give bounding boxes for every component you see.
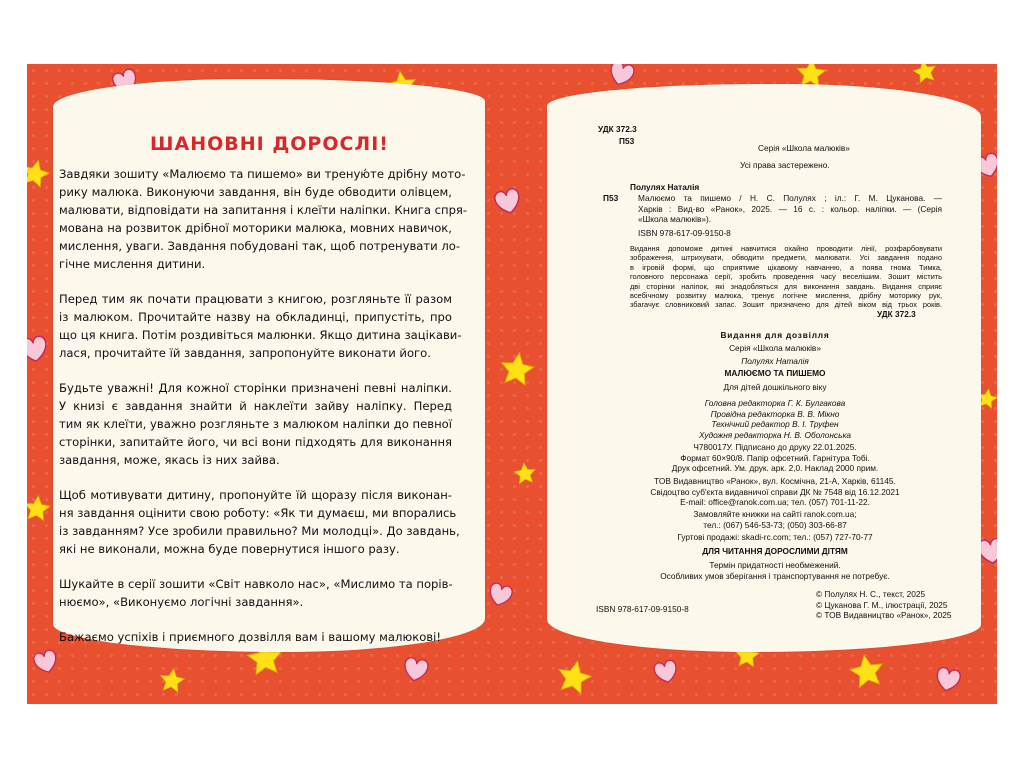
credit-line: Художня редакторка Н. В. Оболонська — [699, 429, 851, 440]
heart-icon — [487, 582, 514, 608]
star-icon — [848, 652, 886, 688]
text-line: із малюком. Прочитайте назву на обкладинці, припустіть, про — [59, 310, 452, 324]
reading-heading: ДЛЯ ЧИТАННЯ ДОРОСЛИМИ ДІТЯМ — [702, 546, 848, 556]
text-line: які не виконали, можна буде повернутися іншого разу. — [59, 542, 400, 556]
storage-info — [600, 560, 950, 581]
intro-text — [59, 165, 468, 663]
text-line: головного персонажа серії, зробить проведення часу веселішим. Зошит містить — [630, 272, 942, 282]
paragraph-4 — [59, 486, 460, 558]
order-line: Замовляйте книжки на сайті ranok.com.ua; — [693, 509, 857, 519]
p53-side: П53 — [603, 193, 619, 203]
print-info — [600, 442, 950, 474]
text-line: в ігровій формі, що сприятиме цікавому навчанню, а поява гнома Тимка, — [630, 262, 942, 272]
credit-line: Провідна редакторка В. В. Мікно — [710, 408, 840, 419]
text-line: ня завдання оцінити свою роботу: «Як ти думаєш, ми впорались — [59, 506, 457, 520]
book-title: МАЛЮЄМО ТА ПИШЕМО — [724, 368, 826, 378]
copyright-line: © Полулях Н. С., текст, 2025 — [816, 589, 926, 599]
author-italic: Полулях Наталія — [741, 356, 809, 366]
text-line: рику малюка. Виконуючи завдання, він буде обводити олівцем, — [59, 185, 452, 199]
publisher-line: E-mail: office@ranok.com.ua; тел. (057) 701-11-22. — [680, 497, 870, 508]
text-line: всебічному розвитку малюка, тренує логічне мислення, дрібну моторику рук, — [630, 291, 942, 301]
page-title: ШАНОВНІ ДОРОСЛІ! — [150, 133, 389, 155]
text-line: із завданням? Усе зробили правильно? Ми молодці». До завдань, — [59, 524, 460, 538]
isbn-bottom: ISBN 978-617-09-9150-8 — [596, 604, 689, 614]
heart-icon — [607, 64, 636, 88]
p53-code: П53 — [619, 136, 635, 146]
text-line: Бажаємо успіхів і приємного дозвілля вам і вашому малюкові! — [59, 630, 441, 644]
heart-icon — [934, 667, 961, 693]
text-line: Завдяки зошиту «Малюємо та пишемо» ви треную́те дрібну мото- — [59, 167, 466, 181]
credit-line: Технічний редактор В. І. Труфен — [711, 419, 839, 430]
edition-heading: Видання для дозвілля — [720, 330, 830, 340]
storage-line: Особливих умов зберігання і транспортування не потребує. — [660, 570, 890, 581]
paragraph-6 — [59, 628, 452, 646]
series-mid: Серія «Школа малюків» — [729, 343, 821, 353]
order-line: тел.: (067) 546-53-73; (050) 303-66-87 — [703, 519, 847, 530]
copyright-line: © ТОВ Видавництво «Ранок», 2025 — [816, 610, 952, 621]
heart-icon — [493, 187, 522, 215]
text-line: малювати, відповідати на запитання і клеїти наліпки. Книга спря- — [59, 203, 468, 217]
print-line: Друк офсетний. Ум. друк. арк. 2,0. Наклад 2000 прим. — [671, 463, 879, 474]
age-group: Для дітей дошкільного віку — [723, 382, 827, 392]
print-line: Формат 60×90/8. Папір офсетний. Гарнітура Toбі. — [680, 452, 870, 463]
text-line: Перед тим як почати працювати з книгою, розгляньте її разом — [59, 292, 452, 306]
paragraph-5 — [59, 575, 452, 611]
paragraph-2 — [59, 290, 462, 362]
text-line: тим як клеїти, уважно розгляньте з малюком наліпки до певної — [59, 417, 452, 431]
text-line: збагачує словниковий запас. Зошит призначено для дітей віком від трьох років. — [630, 300, 942, 310]
text-line: дві сторінки наліпок, які знадобляться для виконання завдань. Видання сприяє — [630, 281, 942, 291]
star-icon — [27, 157, 52, 189]
publisher-info — [600, 476, 950, 508]
isbn-top: ISBN 978-617-09-9150-8 — [638, 228, 731, 238]
text-line: У книзі є завдання знайти й наклеїти зайву наліпку. Перед — [59, 399, 452, 413]
text-line: що ця книга. Потім роздивіться малюнки. Якщо дитина зацікави- — [59, 328, 462, 342]
credit-line: Головна редакторка Г. К. Булгакова — [704, 398, 846, 408]
heart-icon — [27, 335, 49, 363]
text-line: гічне мислення дитини. — [59, 257, 206, 271]
text-line: Шукайте в серії зошити «Світ навколо нас», «Мислимо та порів- — [59, 577, 453, 591]
bibliographic-record — [638, 193, 942, 225]
order-info — [600, 509, 950, 530]
text-line: лася, прочитайте їй завдання, запропонуйте виконати його. — [59, 346, 431, 360]
rights-reserved: Усі права застережено. — [740, 160, 830, 170]
text-line: мована на розвиток дрібної моторики малюка, мовних навичок, — [59, 221, 452, 235]
text-line: Видання допоможе дитині навчитися охайно проводити лінії, розфарбовувати — [630, 244, 942, 253]
text-line: Щоб мотивувати дитину, пропонуйте їй щоразу після виконан- — [59, 488, 452, 502]
print-line: Ч780017У. Підписано до друку 22.01.2025. — [693, 442, 857, 452]
star-icon — [27, 494, 51, 521]
text-line: зображення, штрихувати, обводити предмети, малювати. Усі завдання подано — [630, 253, 942, 263]
text-line: «Школа малюків»). — [638, 214, 712, 225]
text-line: нюємо», «Виконуємо логічні завдання». — [59, 595, 304, 609]
star-icon — [555, 658, 594, 695]
star-icon — [499, 351, 536, 386]
text-line: сторінки, запитайте його, чи всі вони підходять для виконання — [59, 435, 452, 449]
storage-line: Термін придатності необмежений. — [709, 560, 841, 570]
udk-code: УДК 372.3 — [598, 124, 637, 134]
author-name: Полулях Наталія — [630, 182, 700, 192]
wholesale-info: Гуртові продажі: skadi-rc.com; тел.: (057) 727-70-77 — [677, 532, 873, 542]
heart-icon — [653, 659, 679, 685]
paragraph-3 — [59, 379, 452, 469]
copyright-block — [816, 589, 951, 621]
annotation — [630, 244, 942, 310]
text-line: завдання, може, якась із них зайва. — [59, 453, 280, 467]
text-line: Харків : Вид-во «Ранок», 2025. — 16 с. : кольор. наліпки. — (Серія — [638, 203, 942, 214]
publisher-line: Свідоцтво суб'єкта видавничої справи ДК № 7548 від 16.12.2021 — [650, 486, 900, 497]
star-icon — [159, 667, 186, 693]
text-line: Будьте уважні! Для кожної сторінки призначені певні наліпки. — [59, 381, 452, 395]
star-icon — [911, 64, 938, 84]
udk-bottom: УДК 372.3 — [877, 309, 916, 319]
text-line: мислення, уваги. Завдання побудовані так, щоб потренувати ло- — [59, 239, 461, 253]
text-line: Малюємо та пишемо / Н. С. Полулях ; іл.: Г. М. Цуканова. — — [638, 193, 942, 203]
credits — [600, 398, 950, 440]
paragraph-1 — [59, 165, 468, 273]
publisher-line: ТОВ Видавництво «Ранок», вул. Космічна, 21-А, Харків, 61145. — [654, 476, 896, 486]
series-top: Серія «Школа малюків» — [758, 143, 850, 153]
star-icon — [513, 462, 536, 484]
heart-icon — [32, 649, 59, 675]
copyright-line: © Цуканова Г. М., ілюстрації, 2025 — [816, 599, 948, 610]
